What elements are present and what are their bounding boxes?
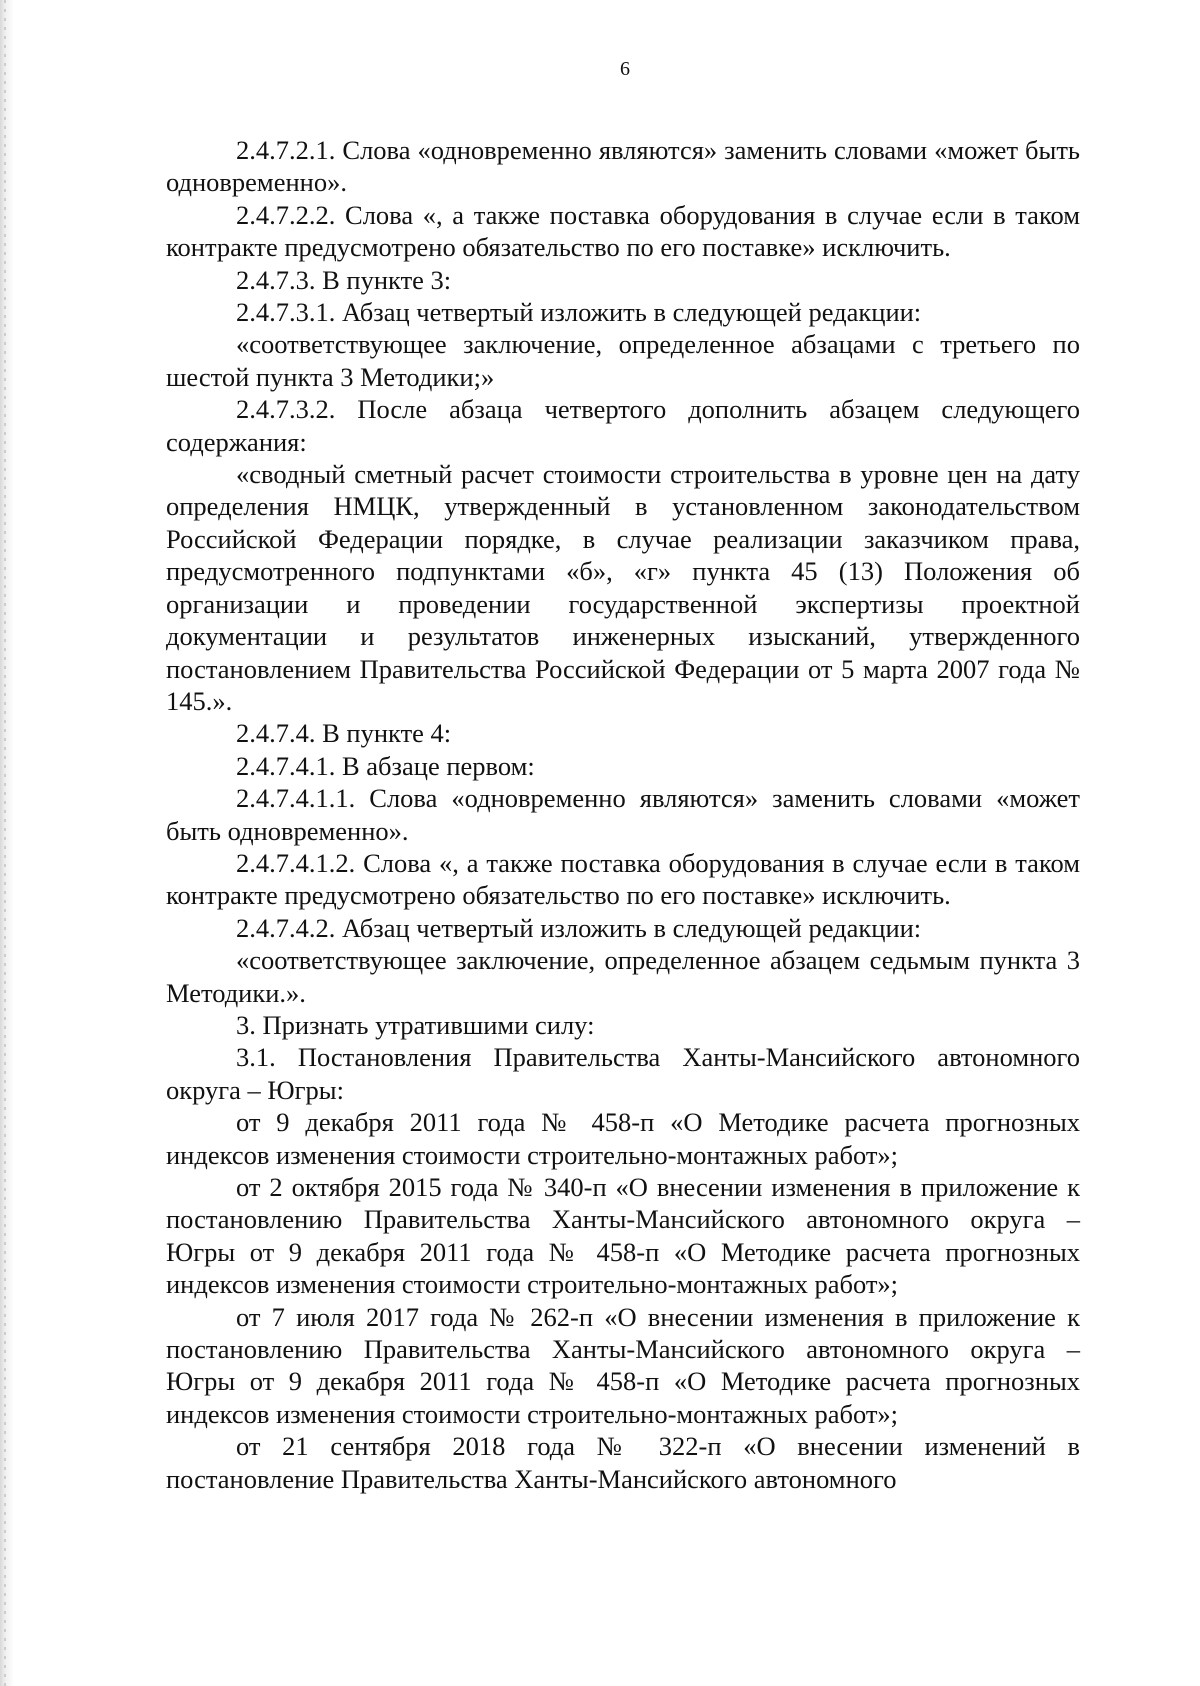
paragraph: 2.4.7.4.1.2. Слова «, а также поставка оборудования в случае если в таком контракте предусмотрено обязательство по его поставке» исключить. <box>166 847 1080 911</box>
paragraph: 2.4.7.4. В пункте 4: <box>236 718 452 749</box>
paragraph: 2.4.7.3.2. После абзаца четвертого дополнить абзацем следующего содержания: <box>166 394 1080 457</box>
paragraph: 2.4.7.3. В пункте 3: <box>236 264 452 295</box>
paragraph: 2.4.7.4.1. В абзаце первом: <box>236 750 535 781</box>
paragraph: от 2 октября 2015 года № 340-п «О внесении изменения в приложение к постановлению Правительства Ханты-Мансийского автономного округа – Югры от 9 декабря 2011 года № 458-п «О Методике расчета прогнозных индексов изменения стоимости строительно-монтажных работ»; <box>166 1172 1080 1300</box>
paragraph: от 21 сентября 2018 года № 322-п «О внесении изменений в постановление Правительства Ханты-Мансийского автономного <box>166 1431 1080 1494</box>
paragraph: 2.4.7.4.1.1. Слова «одновременно являются» заменить словами «может быть одновременно». <box>166 783 1080 846</box>
paragraph: 2.4.7.3.1. Абзац четвертый изложить в следующей редакции: <box>236 297 922 328</box>
paragraph: «соответствующее заключение, определенное абзацами с третьего по шестой пункта 3 Методики;» <box>166 329 1080 392</box>
page-number: 6 <box>620 58 630 80</box>
paragraph: от 7 июля 2017 года № 262-п «О внесении изменения в приложение к постановлению Правительства Ханты-Мансийского автономного округа – Югры от 9 декабря 2011 года № 458-п «О Методике расчета прогнозных индексов изменения стоимости строительно-монтажных работ»; <box>166 1301 1080 1429</box>
paragraph: «соответствующее заключение, определенное абзацем седьмым пункта 3 Методики.». <box>166 945 1080 1008</box>
paragraph: 2.4.7.2.2. Слова «, а также поставка оборудования в случае если в таком контракте предусмотрено обязательство по его поставке» исключить. <box>166 199 1080 263</box>
paragraph: 3.1. Постановления Правительства Ханты-Мансийского автономного округа – Югры: <box>166 1042 1080 1105</box>
paragraph: «сводный сметный расчет стоимости строительства в уровне цен на дату определения НМЦК, утвержденный в установленном законодательством Российской Федерации порядке, в случае реализации заказчиком права, предусмотренного подпунктами «б», «г» пункта 45 (13) Положения об организации и проведении государственной экспертизы проектной документации и результатов инженерных изысканий, утвержденного постановлением Правительства Российской Федерации от 5 марта 2007 года № 145.». <box>166 459 1080 716</box>
paragraph: от 9 декабря 2011 года № 458-п «О Методике расчета прогнозных индексов изменения стоимости строительно-монтажных работ»; <box>166 1107 1080 1170</box>
scan-edge-decoration <box>0 0 14 1686</box>
document-body <box>166 134 1080 1495</box>
paragraph: 3. Признать утратившими силу: <box>236 1009 595 1040</box>
paragraph: 2.4.7.4.2. Абзац четвертый изложить в следующей редакции: <box>236 912 922 943</box>
paragraph: 2.4.7.2.1. Слова «одновременно являются» заменить словами «может быть одновременно». <box>166 135 1080 198</box>
